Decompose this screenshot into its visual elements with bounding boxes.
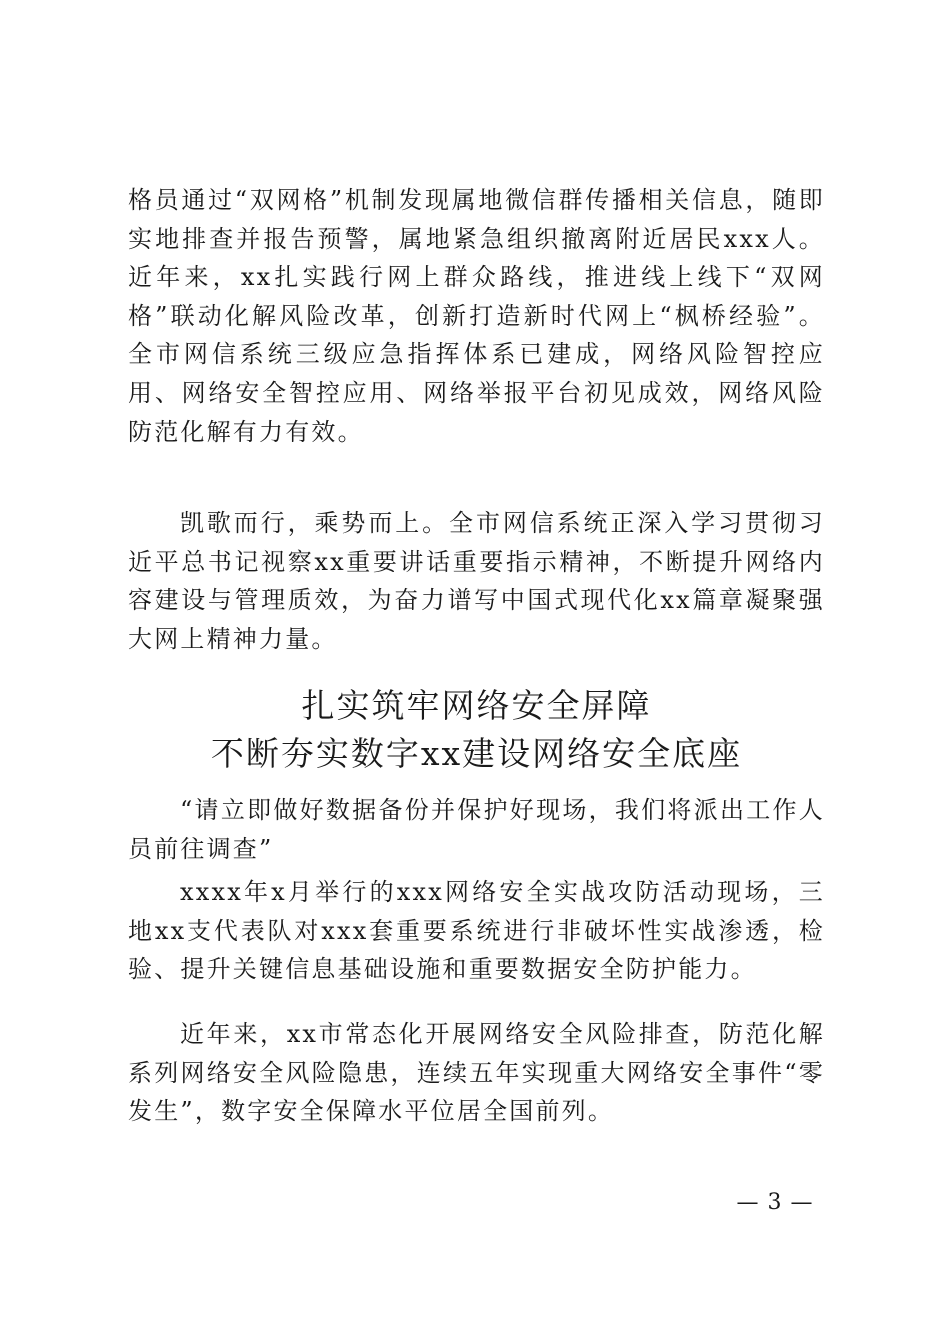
paragraph-quote: “请立即做好数据备份并保护好现场，我们将派出工作人员前往调查” [128,796,825,863]
paragraph-continuation: 格员通过“双网格”机制发现属地微信群传播相关信息，随即实地排查并报告预警，属地紧急组织撤离附近居民xxx人。近年来，xx扎实践行网上群众路线，推进线上线下“双网格”联动化解风险改革，创新打造新时代网上“枫桥经验”。全市网信系统三级应急指挥体系已建成，网络风险智控应用、网络安全智控应用、网络举报平台初见成效，网络风险防范化解有力有效。 [128,186,825,446]
paragraph-closing: 凯歌而行，乘势而上。全市网信系统正深入学习贯彻习近平总书记视察xx重要讲话重要指示精神，不断提升网络内容建设与管理质效，为奋力谱写中国式现代化xx篇章凝聚强大网上精神力量。 [128,509,825,653]
section-heading-line-2: 不断夯实数字xx建设网络安全底座 [210,734,743,773]
page-number: — 3 — [736,1190,814,1215]
paragraph-summary: 近年来，xx市常态化开展网络安全风险排查，防范化解系列网络安全风险隐患，连续五年实现重大网络安全事件“零发生”，数字安全保障水平位居全国前列。 [128,1020,825,1126]
paragraph-event: xxxx年x月举行的xxx网络安全实战攻防活动现场，三地xx支代表队对xxx套重要系统进行非破坏性实战渗透，检验、提升关键信息基础设施和重要数据安全防护能力。 [128,878,825,984]
section-heading-line-1: 扎实筑牢网络安全屏障 [301,686,652,725]
